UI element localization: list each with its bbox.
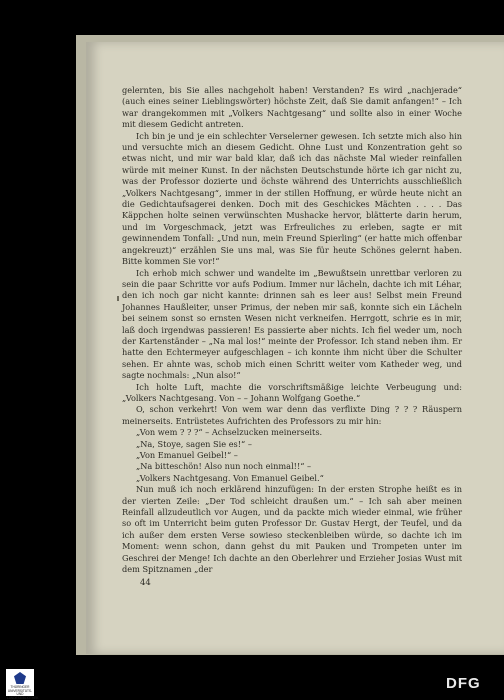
dialogue-line: „Volkers Nachtgesang. Von Emanuel Geibel.“ xyxy=(136,472,324,483)
paragraph: Nun muß ich noch erklärend hinzufügen: In der ersten Strophe heißt es in der vierten Zeile: „Der Tod schleicht draußen um.“ – Ich sah aber meinen Reinfall allzudeutlich vor Augen, und da packte mich wieder einmal, wie früher so oft im Unterricht beim guten Professor Dr. Gustav Hergt, der Teufel, und da ich außer dem ersten Verse sowieso steckenbleiben würde, so dachte ich im Moment: wenn schon, dann gehst du mit Pauken und Trompeten unter im Geschrei der Menge! Ich dachte an den Oberlehrer und Erzieher Josias Wust mit dem Spitznamen „der xyxy=(122,484,462,575)
paragraph: gelernten, bis Sie alles nachgeholt haben! Verstanden? Es wird „nachjerade“ (auch eines seiner Lieblingswörter) höchste Zeit, daß Sie damit anfangen!“ – Ich war drangekommen mit „Volkers Nachtgesang“ und sollte also in einer Woche mit diesem Gedicht antreten. xyxy=(122,85,462,130)
library-crest-icon xyxy=(14,672,26,684)
paragraph: Ich erhob mich schwer und wandelte im „Bewußtsein unrettbar verloren zu sein die paar Schritte vor aufs Podium. Immer nur lächeln, dachte ich mit Léhar, den ich noch gar nicht kannte: drinnen sah es leer aus! Selbst mein Freund Johannes Haußleiter, unser Primus, der neben mir saß, konnte sich ein Lächeln bei seinem sonst so ernsten Wesen nicht verkneifen. Herrgott, schrie es in mir, laß doch irgendwas passieren! Es passierte aber nichts. Ich fiel weder um, noch der Kartenständer – „Na mal los!“ meinte der Professor. Ich stand neben ihm. Er hatte den Echtermeyer aufgeschlagen – ich konnte ihm nicht über die Schulter sehen. Er ahnte was, schob mich einen Schritt weiter vom Katheder weg, und sagte nochmals: „Nun also!“ xyxy=(122,267,462,381)
viewer-footer xyxy=(0,666,504,698)
library-logo-caption: THÜRINGER UNIVERSITÄTS- UND LANDESBIBLIOTHEK xyxy=(7,685,39,700)
paragraph: Ich holte Luft, machte die vorschriftsmäßige leichte Verbeugung und: „Volkers Nachtgesang. Von – – Johann Wolfgang Goethe.“ xyxy=(122,381,462,403)
margin-mark xyxy=(117,296,119,301)
dialogue-line: „Von Emanuel Geibel!“ – xyxy=(136,450,238,460)
dialogue-line: „Na bitteschön! Also nun noch einmal!!“ – xyxy=(136,461,312,472)
dfg-logo[interactable]: DFG xyxy=(446,675,481,692)
paragraph: Ich bin je und je ein schlechter Verselerner gewesen. Ich setzte mich also hin und versuchte mich an diesem Gedicht. Ohne Lust und Konzentration geht so etwas nicht, und mir war bald klar, daß ich das nächste Mal wieder reinfallen würde mit meiner Kunst. In der nächsten Deutschstunde hörte ich gar nicht zu, was der Professor dozierte und öchste während des Unterrichts ausschließlich „Volkers Nachtgesang“, immer in der stillen Hoffnung, er würde heute nicht an die Gedichtaufsagerei denken. Doch mit des Geschickes Mächten . . . . Das Käppchen holte seinen verwünschten Mushacke hervor, blätterte darin herum, und im Vorgeschmack, jetzt was Erfreuliches zu erleben, sagte er mit gewinnendem Tonfall: „Und nun, mein Freund Spierling“ (er hatte mich offenbar angekreuzt)“ erzählen Sie uns mal, was Sie für heute Schönes gelernt haben. Bitte kommen Sie vor!“ xyxy=(122,130,462,267)
library-logo[interactable] xyxy=(6,669,39,700)
page-text xyxy=(122,85,462,575)
dialogue-line: „Von wem ? ? ?“ – Achselzucken meinerseits. xyxy=(136,427,323,438)
dialogue-line: „Na, Stoye, sagen Sie es!“ – xyxy=(136,438,252,449)
paragraph: O, schon verkehrt! Von wem war denn das verflixte Ding ? ? ? Räuspern meinerseits. Entrüstetes Aufrichten des Professors zu mir hin: xyxy=(122,404,462,426)
page-number: 44 xyxy=(140,578,151,588)
